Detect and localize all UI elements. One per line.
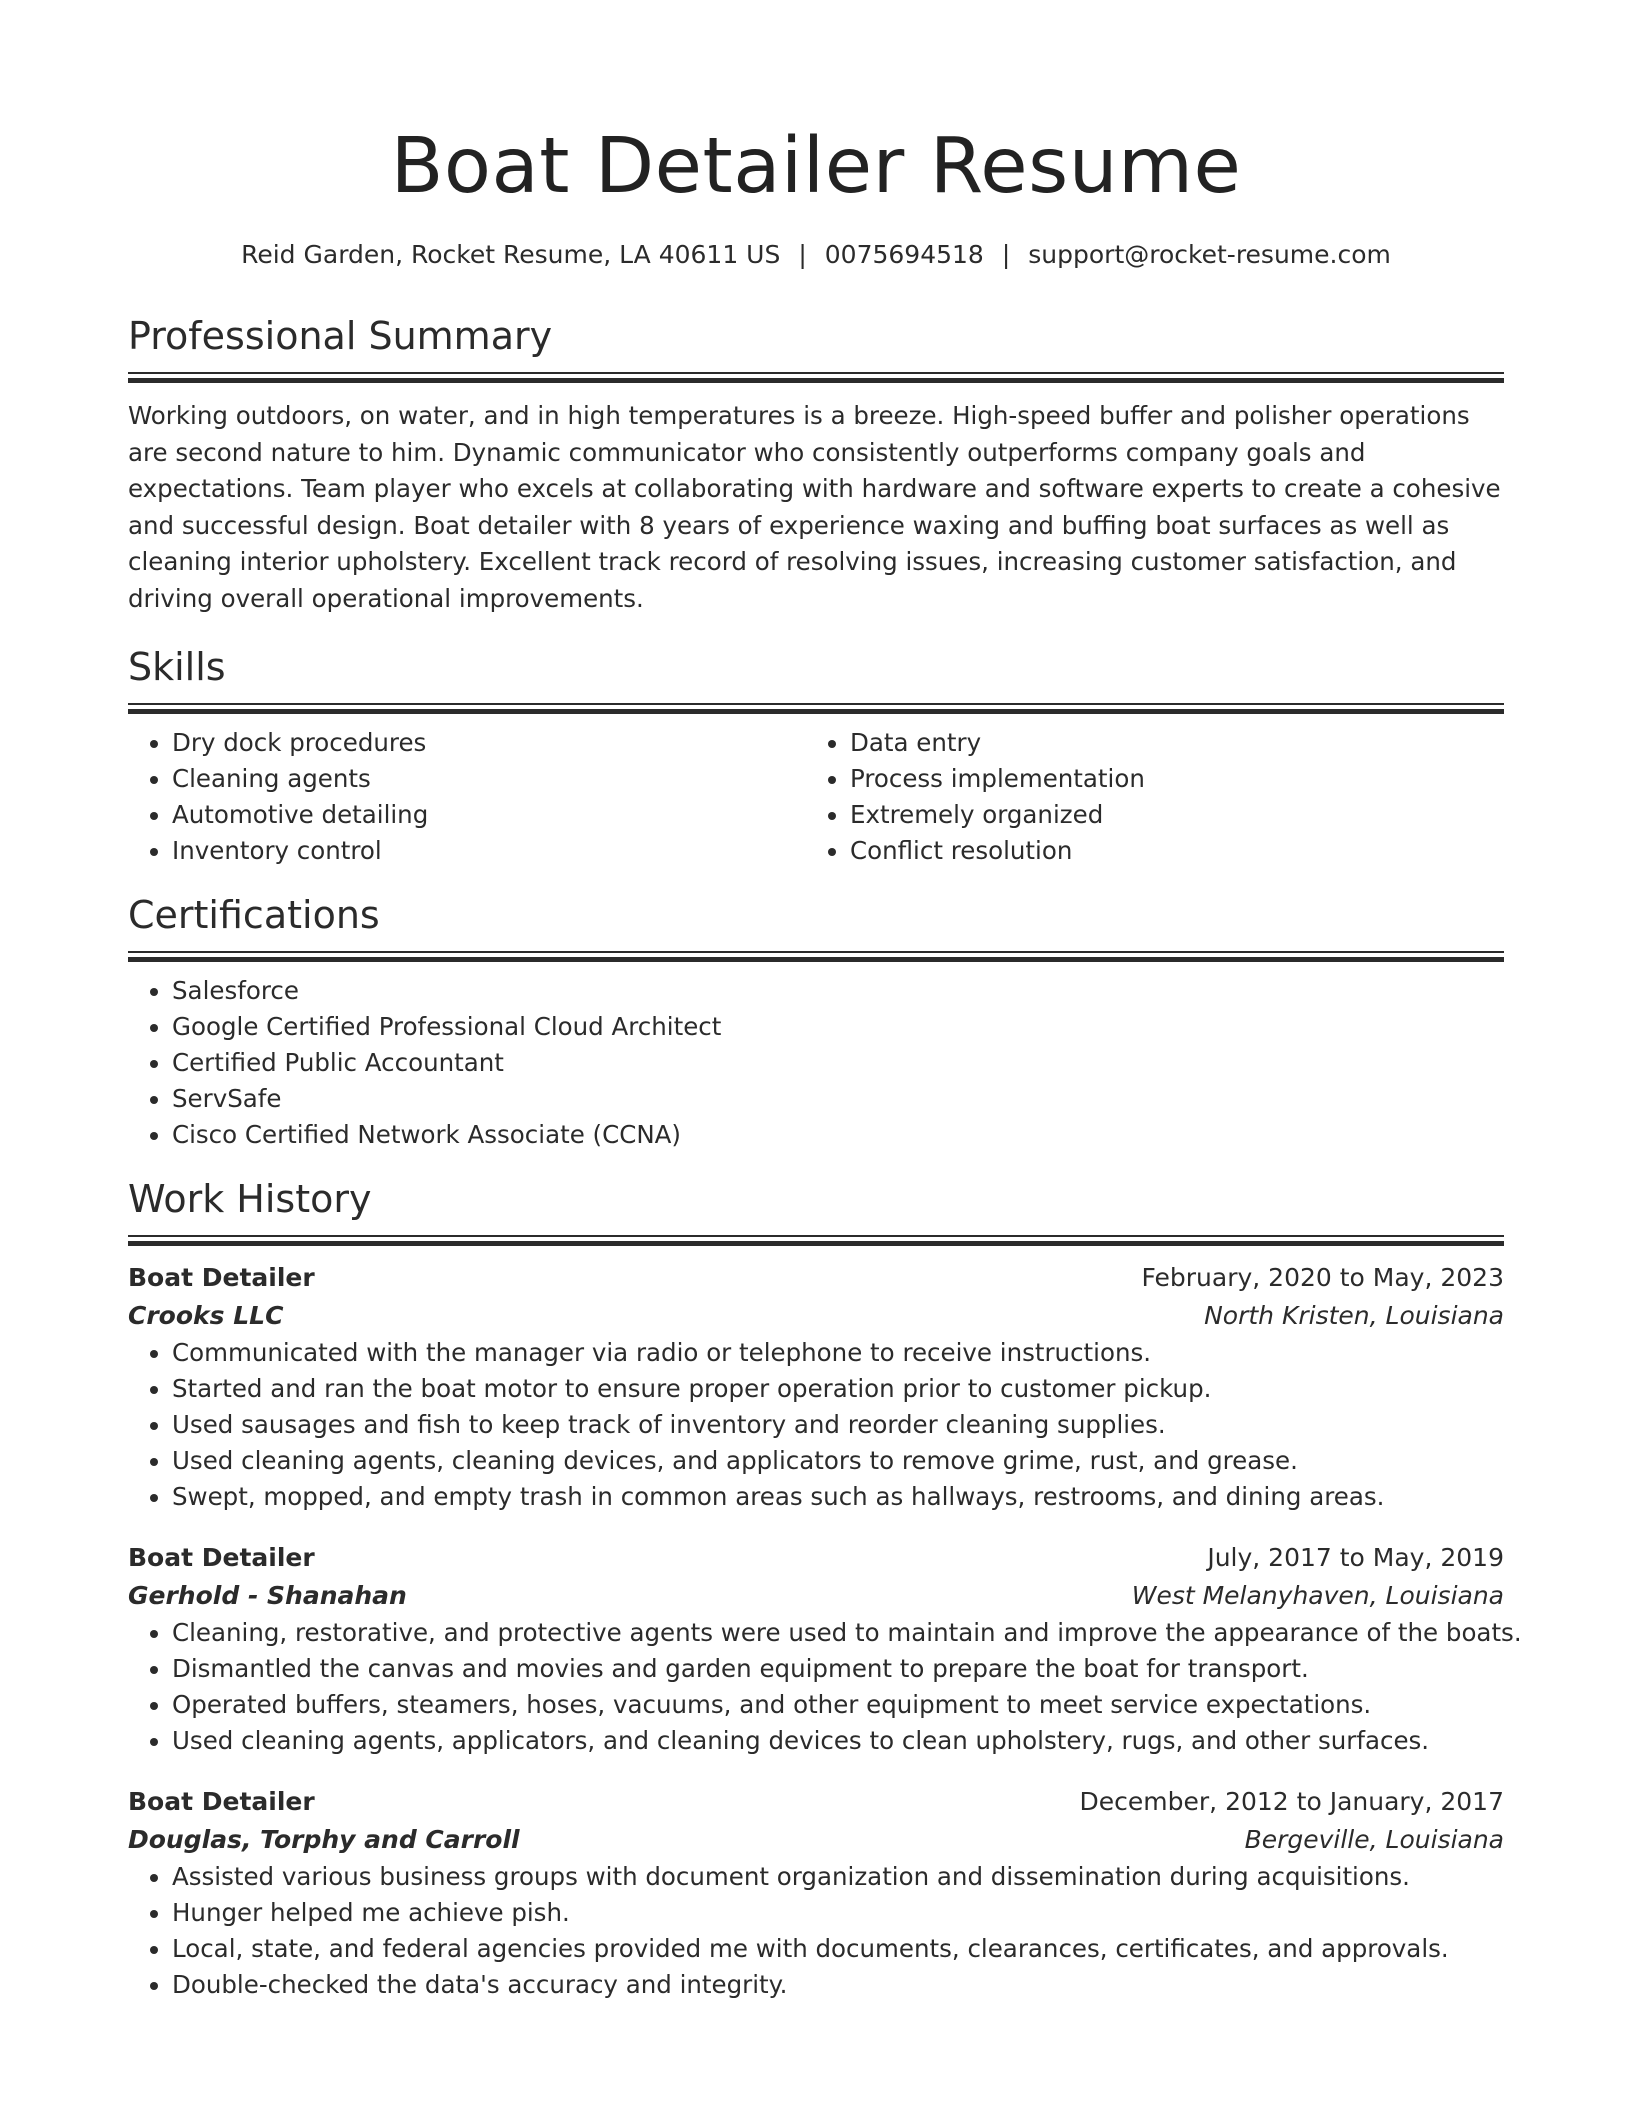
job-company: Gerhold - Shanahan: [128, 1581, 407, 1610]
certifications-heading: Certifications: [128, 893, 380, 937]
job-bullet: • Cleaning, restorative, and protective agents were used to maintain and improve the appearance of the boats.: [172, 1615, 1504, 1651]
certification-item: • Salesforce: [172, 973, 1504, 1009]
job-bullet: • Swept, mopped, and empty trash in common areas such as hallways, restrooms, and dining areas.: [172, 1479, 1504, 1515]
job-company: Crooks LLC: [128, 1301, 284, 1330]
job-bullet: • Local, state, and federal agencies provided me with documents, clearances, certificates, and approvals.: [172, 1931, 1504, 1967]
contact-address: Reid Garden, Rocket Resume, LA 40611 US: [241, 240, 781, 269]
section-divider: [128, 703, 1504, 713]
job-entry: [128, 1783, 1504, 2003]
summary-section: [128, 312, 1504, 617]
contact-line: [128, 238, 1504, 272]
certification-item: • Google Certified Professional Cloud Architect: [172, 1009, 1504, 1045]
skill-item: • Cleaning agents: [172, 761, 806, 797]
job-entry: [128, 1259, 1504, 1515]
job-bullet-list: [128, 1335, 1504, 1515]
skill-item: • Data entry: [850, 725, 1484, 761]
contact-separator: |: [798, 240, 807, 269]
skill-item: • Dry dock procedures: [172, 725, 806, 761]
job-bullet: • Started and ran the boat motor to ensure proper operation prior to customer pickup.: [172, 1371, 1504, 1407]
job-dates: July, 2017 to May, 2019: [1207, 1543, 1504, 1572]
job-location: Bergeville, Louisiana: [1244, 1825, 1504, 1854]
summary-heading: Professional Summary: [128, 314, 553, 358]
certification-item: • ServSafe: [172, 1081, 1504, 1117]
skill-item: • Extremely organized: [850, 797, 1484, 833]
section-divider: [128, 951, 1504, 961]
certification-item: • Cisco Certified Network Associate (CCNA): [172, 1117, 1504, 1153]
job-bullet-list: [128, 1615, 1522, 1759]
skills-section: [128, 643, 1504, 869]
skills-columns: [128, 725, 1504, 869]
job-dates: February, 2020 to May, 2023: [1141, 1263, 1504, 1292]
job-title: Boat Detailer: [128, 1543, 315, 1572]
contact-separator: |: [1001, 240, 1011, 269]
skill-item: • Inventory control: [172, 833, 806, 869]
job-location: North Kristen, Louisiana: [1204, 1301, 1504, 1330]
section-divider: [128, 372, 1504, 382]
contact-phone: 0075694518: [824, 240, 984, 269]
skills-column-left: [128, 725, 806, 869]
job-bullet: • Dismantled the canvas and movies and garden equipment to prepare the boat for transport.: [172, 1651, 1504, 1687]
certification-item: • Certified Public Accountant: [172, 1045, 1504, 1081]
job-title: Boat Detailer: [128, 1787, 315, 1816]
job-bullet: • Hunger helped me achieve pish.: [172, 1895, 1504, 1931]
job-dates: December, 2012 to January, 2017: [1079, 1787, 1504, 1816]
resume-page: [128, 0, 1522, 2003]
job-bullet: • Double-checked the data's accuracy and integrity.: [172, 1967, 1504, 2003]
job-bullet: • Operated buffers, steamers, hoses, vacuums, and other equipment to meet service expectations.: [172, 1687, 1504, 1723]
job-bullet: • Used cleaning agents, applicators, and cleaning devices to clean upholstery, rugs, and other surfaces.: [172, 1723, 1504, 1759]
skill-item: • Process implementation: [850, 761, 1484, 797]
job-bullet: • Used cleaning agents, cleaning devices, and applicators to remove grime, rust, and grease.: [172, 1443, 1504, 1479]
job-title: Boat Detailer: [128, 1263, 315, 1292]
job-entry: [128, 1539, 1522, 1759]
section-divider: [128, 1235, 1504, 1245]
job-bullet: • Communicated with the manager via radio or telephone to receive instructions.: [172, 1335, 1504, 1371]
contact-email: support@rocket-resume.com: [1028, 240, 1391, 269]
certifications-list: [128, 973, 1504, 1153]
work-history-heading: Work History: [128, 1177, 372, 1221]
job-bullet-list: [128, 1859, 1504, 2003]
skills-heading: Skills: [128, 645, 226, 689]
skills-column-right: [806, 725, 1484, 869]
skill-item: • Automotive detailing: [172, 797, 806, 833]
summary-text: Working outdoors, on water, and in high temperatures is a breeze. High-speed buffer and polisher operations are second nature to him. Dynamic communicator who consistently outperforms company goals and expectations. Team player who excels at collaborating with hardware and software experts to create a cohesive and successful design. Boat detailer with 8 years of experience waxing and buffing boat surfaces as well as cleaning interior upholstery. Excellent track record of resolving issues, increasing customer satisfaction, and driving overall operational improvements.: [128, 401, 1501, 613]
job-location: West Melanyhaven, Louisiana: [1131, 1581, 1504, 1610]
job-bullet: • Used sausages and fish to keep track of inventory and reorder cleaning supplies.: [172, 1407, 1504, 1443]
resume-title: Boat Detailer Resume: [390, 122, 1242, 211]
skill-item: • Conflict resolution: [850, 833, 1484, 869]
certifications-section: [128, 891, 1504, 1153]
job-company: Douglas, Torphy and Carroll: [128, 1825, 520, 1854]
work-history-section: [128, 1175, 1522, 2003]
job-bullet: • Assisted various business groups with document organization and dissemination during acquisitions.: [172, 1859, 1504, 1895]
